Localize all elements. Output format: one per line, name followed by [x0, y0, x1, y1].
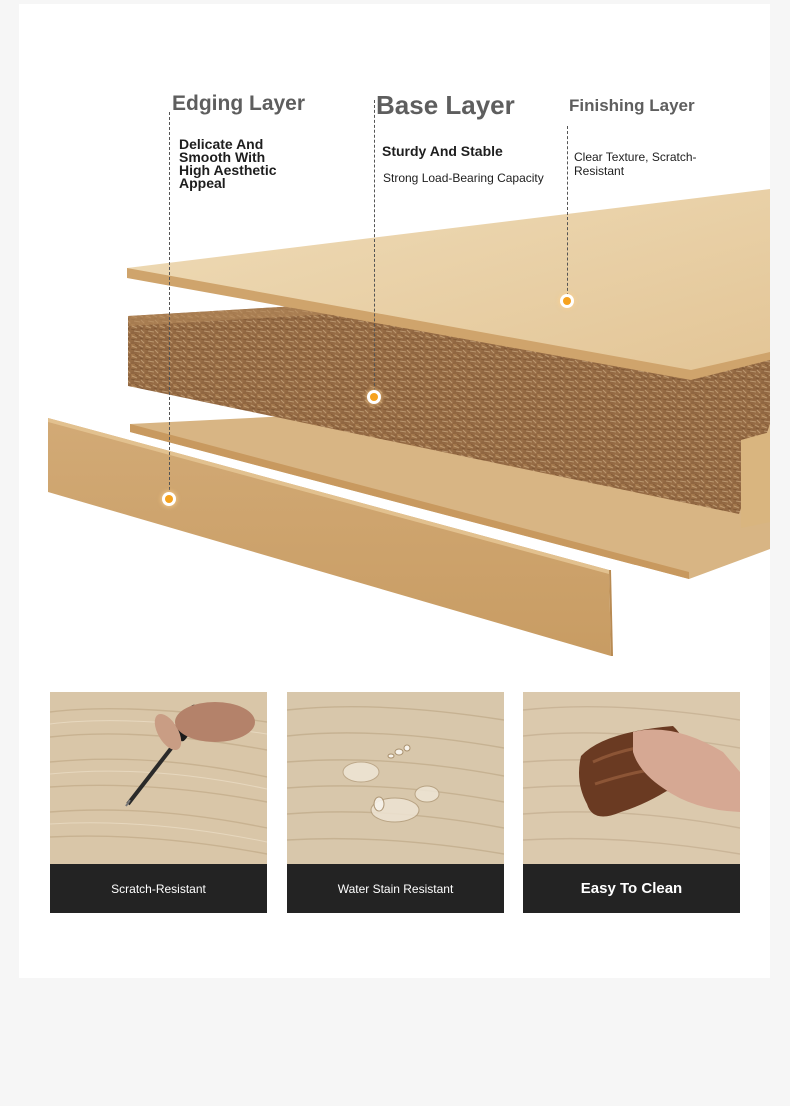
finishing-hotspot-dot	[563, 297, 571, 305]
edging-layer-title: Edging Layer	[172, 92, 306, 115]
feature-caption-clean: Easy To Clean	[523, 864, 740, 913]
product-card	[19, 4, 770, 978]
base-layer-detail: Strong Load-Bearing Capacity	[383, 171, 544, 185]
feature-scratch-resistant	[50, 692, 267, 913]
pen-scratch-icon	[50, 692, 267, 864]
water-drops-icon	[287, 692, 504, 864]
feature-water-stain-resistant	[287, 692, 504, 913]
feature-easy-to-clean	[523, 692, 740, 913]
base-leader-line	[374, 100, 375, 396]
edging-hotspot-dot	[165, 495, 173, 503]
cloth-wipe-icon	[523, 692, 740, 864]
base-layer-title: Base Layer	[376, 90, 515, 120]
base-hotspot-dot	[370, 393, 378, 401]
feature-caption-scratch: Scratch-Resistant	[50, 864, 267, 913]
finishing-layer-title: Finishing Layer	[569, 96, 695, 115]
finishing-layer-description: Clear Texture, Scratch-Resistant	[574, 150, 697, 178]
edging-layer-description: Delicate And Smooth With High Aesthetic Appeal	[179, 136, 277, 191]
feature-caption-water: Water Stain Resistant	[287, 864, 504, 913]
base-layer-subtitle: Sturdy And Stable	[382, 143, 503, 159]
finishing-leader-line	[567, 126, 568, 301]
edging-leader-line	[169, 112, 170, 500]
